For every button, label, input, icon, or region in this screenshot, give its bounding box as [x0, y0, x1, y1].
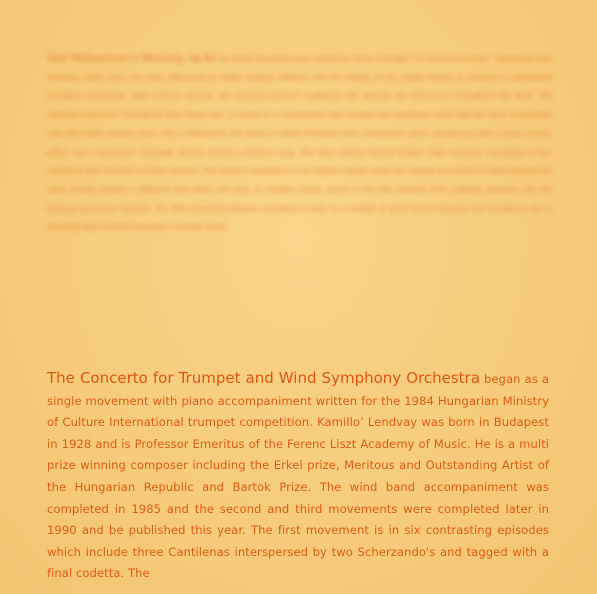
concerto-paragraph-body: began as a single movement with piano accompaniment written for the 1984 Hungarian Ministry of Culture International trumpet competition. Kamillo’ Lendvay was born in Budapest in 1928 and is Professor Emeritus of the Ferenc Liszt Academy of Music. He is a multi prize winning composer including the Erkel prize, Meritous and Outstanding Artist of the Hungarian Republic and Bartok Prize. The wind band accompaniment was completed in 1985 and the second and third movements were completed later in 1990 and be published this year. The first movement is in six contrasting episodes which include three Cantilenas interspersed by two Scherzando's and tagged with a final codetta. The [47, 372, 549, 581]
concerto-paragraph-lead: The Concerto for Trumpet and Wind Symphony Orchestra [47, 369, 480, 387]
blurred-paragraph [47, 50, 552, 237]
blurred-paragraph-body: by Derek Bourgeois was inspired by Percy Grainger's 'A Lincolnshire Posy'. Traditional style harmony, when used, has been influenced by Ralph Vaughan Williams and the singing of the Copper Family. In contrast to established arranging techniques, 20th Century devices, not normally found in traditional folk settings are interwoven throughout the work. The opening movement, 'Arising the Nine Mown Hay', is based on a Lincolnshire style melody from Somerset, which like the other movements uses the linked variation form. This is followed by The Banks of Sweet Primroses from Lincolnshire which commences with a 'down chorus' effect, and a prominent 'off-stage' piccolo sounds a thrush's song. The lower textual section follows. High harmony, consisting of four variations with thematic trumpet fanfares. The baritone saxophone in its highest register plays the melody over which is superimposed the same melody played in different time-ratios and keys. A complex climax occurs in the last variation that suddenly dissolves into the opening pianissimo fanfares. The fifth movement Bushes and Briars is built on a melody of great lyrical intensity and Strawberry Fair is decidedly light hearted providing a suitable finale. [47, 54, 552, 232]
concerto-paragraph [47, 368, 549, 585]
blurred-paragraph-lead: One Midsummer's Morning, op.82 [47, 53, 218, 64]
